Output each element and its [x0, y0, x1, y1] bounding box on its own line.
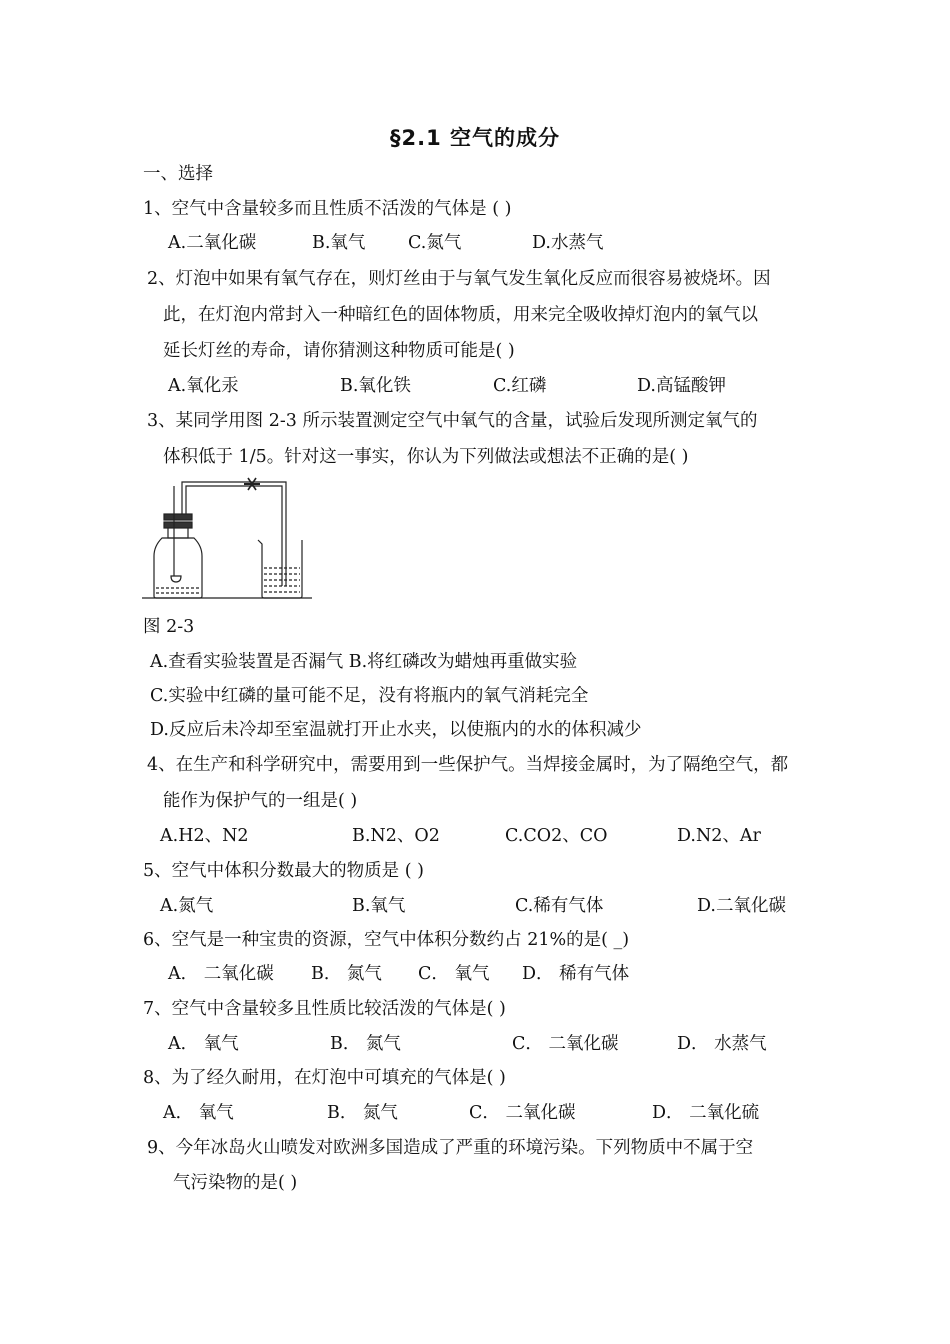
question-3-option-c: C.实验中红磷的量可能不足，没有将瓶内的氧气消耗完全 [150, 686, 589, 706]
question-1-option-a: A.二氧化碳 [168, 233, 257, 253]
question-4-option-c: C.CO2、CO [505, 826, 608, 846]
question-4-line-2: 能作为保护气的一组是( ) [163, 791, 358, 811]
question-5-option-c: C.稀有气体 [515, 896, 604, 916]
question-1-option-b: B.氧气 [312, 233, 366, 253]
question-2-option-c: C.红磷 [493, 376, 547, 396]
question-2-line-3: 延长灯丝的寿命，请你猜测这种物质可能是( ) [163, 341, 515, 361]
question-5-option-d: D.二氧化碳 [697, 896, 786, 916]
question-1-option-c: C.氮气 [408, 233, 462, 253]
question-5-stem: 5、空气中体积分数最大的物质是 ( ) [143, 861, 424, 881]
beaker-icon [258, 540, 302, 598]
question-2-line-2: 此，在灯泡内常封入一种暗红色的固体物质，用来完全吸收掉灯泡内的氧气以 [163, 305, 758, 325]
question-8-option-c: C． 二氧化碳 [469, 1103, 576, 1123]
question-4-line-1: 4、在生产和科学研究中，需要用到一些保护气。当焊接金属时，为了隔绝空气，都 [147, 755, 789, 775]
bottle-icon [154, 538, 202, 598]
question-8-option-a: A． 氧气 [163, 1103, 234, 1123]
question-9-line-1: 9、今年冰岛火山喷发对欧洲多国造成了严重的环境污染。下列物质中不属于空 [147, 1138, 754, 1158]
figure-caption: 图 2-3 [143, 617, 195, 637]
question-3-line-2: 体积低于 1/5。针对这一事实，你认为下列做法或想法不正确的是( ) [163, 447, 689, 467]
question-6-option-c: C． 氧气 [418, 964, 490, 984]
question-7-option-a: A． 氧气 [168, 1034, 239, 1054]
question-2-option-b: B.氧化铁 [340, 376, 411, 396]
question-3-line-1: 3、某同学用图 2-3 所示装置测定空气中氧气的含量，试验后发现所测定氧气的 [147, 411, 758, 431]
question-2-option-a: A.氧化汞 [168, 376, 239, 396]
question-6-option-b: B． 氮气 [311, 964, 382, 984]
question-8-stem: 8、为了经久耐用，在灯泡中可填充的气体是( ) [143, 1068, 506, 1088]
question-5-option-b: B.氧气 [352, 896, 406, 916]
question-7-option-d: D． 水蒸气 [677, 1034, 767, 1054]
page-title: §2.1 空气的成分 [389, 126, 560, 150]
question-4-option-b: B.N2、O2 [352, 826, 440, 846]
delivery-tube [182, 482, 286, 586]
question-1-option-d: D.水蒸气 [532, 233, 604, 253]
question-7-option-c: C． 二氧化碳 [512, 1034, 619, 1054]
question-6-option-d: D． 稀有气体 [522, 964, 630, 984]
question-8-option-d: D． 二氧化硫 [652, 1103, 760, 1123]
question-6-stem: 6、空气是一种宝贵的资源，空气中体积分数约占 21%的是( _) [143, 930, 630, 950]
question-7-stem: 7、空气中含量较多且性质比较活泼的气体是( ) [143, 999, 506, 1019]
question-5-option-a: A.氮气 [160, 896, 214, 916]
question-1-stem: 1、空气中含量较多而且性质不活泼的气体是 ( ) [143, 199, 512, 219]
question-4-option-a: A.H2、N2 [160, 826, 249, 846]
spoon-icon [171, 576, 181, 582]
question-9-line-2: 气污染物的是( ) [173, 1173, 298, 1193]
question-4-option-d: D.N2、Ar [677, 826, 761, 846]
question-6-option-a: A． 二氧化碳 [168, 964, 274, 984]
apparatus-figure [140, 476, 315, 604]
question-3-option-d: D.反应后未冷却至室温就打开止水夹，以使瓶内的水的体积减少 [150, 720, 642, 740]
question-2-option-d: D.高锰酸钾 [637, 376, 726, 396]
question-8-option-b: B． 氮气 [327, 1103, 398, 1123]
question-7-option-b: B． 氮气 [330, 1034, 401, 1054]
section-heading: 一、选择 [143, 164, 213, 184]
question-2-line-1: 2、灯泡中如果有氧气存在，则灯丝由于与氧气发生氧化反应而很容易被烧坏。因 [147, 269, 771, 289]
question-3-option-ab: A.查看实验装置是否漏气 B.将红磷改为蜡烛再重做实验 [150, 652, 578, 672]
